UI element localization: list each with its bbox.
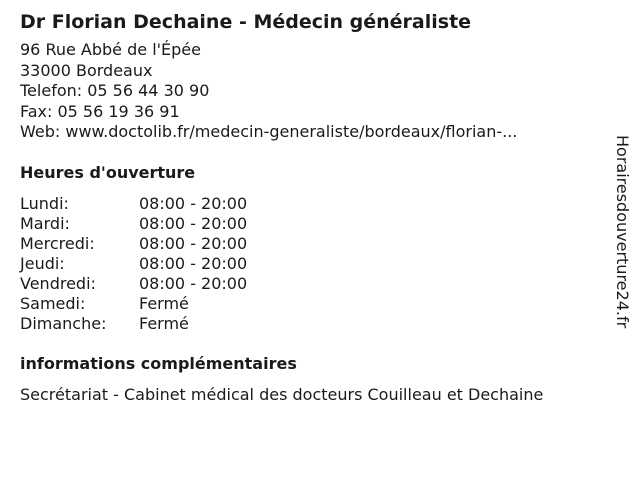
day-time: 08:00 - 20:00 xyxy=(139,214,248,233)
street-address: 96 Rue Abbé de l'Épée xyxy=(20,40,201,59)
day-label: Mercredi: xyxy=(20,234,95,253)
hours-row-thursday xyxy=(20,254,247,274)
site-watermark: Horairesdouverture24.fr xyxy=(613,135,632,329)
day-label: Lundi: xyxy=(20,194,69,213)
day-label: Mardi: xyxy=(20,214,70,233)
info-text: Secrétariat - Cabinet médical des docteurs Couilleau et Dechaine xyxy=(20,385,544,404)
address-block xyxy=(20,40,610,143)
day-time: Fermé xyxy=(139,294,189,313)
day-time: 08:00 - 20:00 xyxy=(139,194,248,213)
page-title: Dr Florian Dechaine - Médecin généraliste xyxy=(20,11,472,33)
business-card xyxy=(20,10,610,404)
day-label: Jeudi: xyxy=(20,254,65,273)
day-time: 08:00 - 20:00 xyxy=(139,234,248,253)
web-line: Web: www.doctolib.fr/medecin-generaliste/bordeaux/florian-... xyxy=(20,122,518,141)
hours-row-sunday xyxy=(20,314,247,334)
phone-line: Telefon: 05 56 44 30 90 xyxy=(20,81,210,100)
hours-row-tuesday xyxy=(20,214,247,234)
fax-line: Fax: 05 56 19 36 91 xyxy=(20,101,180,121)
hours-row-monday xyxy=(20,194,247,214)
hours-row-saturday xyxy=(20,294,247,314)
day-time: Fermé xyxy=(139,314,189,333)
day-time: 08:00 - 20:00 xyxy=(139,274,248,293)
day-label: Vendredi: xyxy=(20,274,96,293)
day-label: Dimanche: xyxy=(20,314,107,333)
day-time: 08:00 - 20:00 xyxy=(139,254,248,273)
info-heading: informations complémentaires xyxy=(20,354,297,373)
hours-table xyxy=(20,194,247,334)
city-line: 33000 Bordeaux xyxy=(20,60,153,80)
day-label: Samedi: xyxy=(20,294,86,313)
hours-row-friday xyxy=(20,274,247,294)
hours-row-wednesday xyxy=(20,234,247,254)
hours-heading: Heures d'ouverture xyxy=(20,163,196,182)
